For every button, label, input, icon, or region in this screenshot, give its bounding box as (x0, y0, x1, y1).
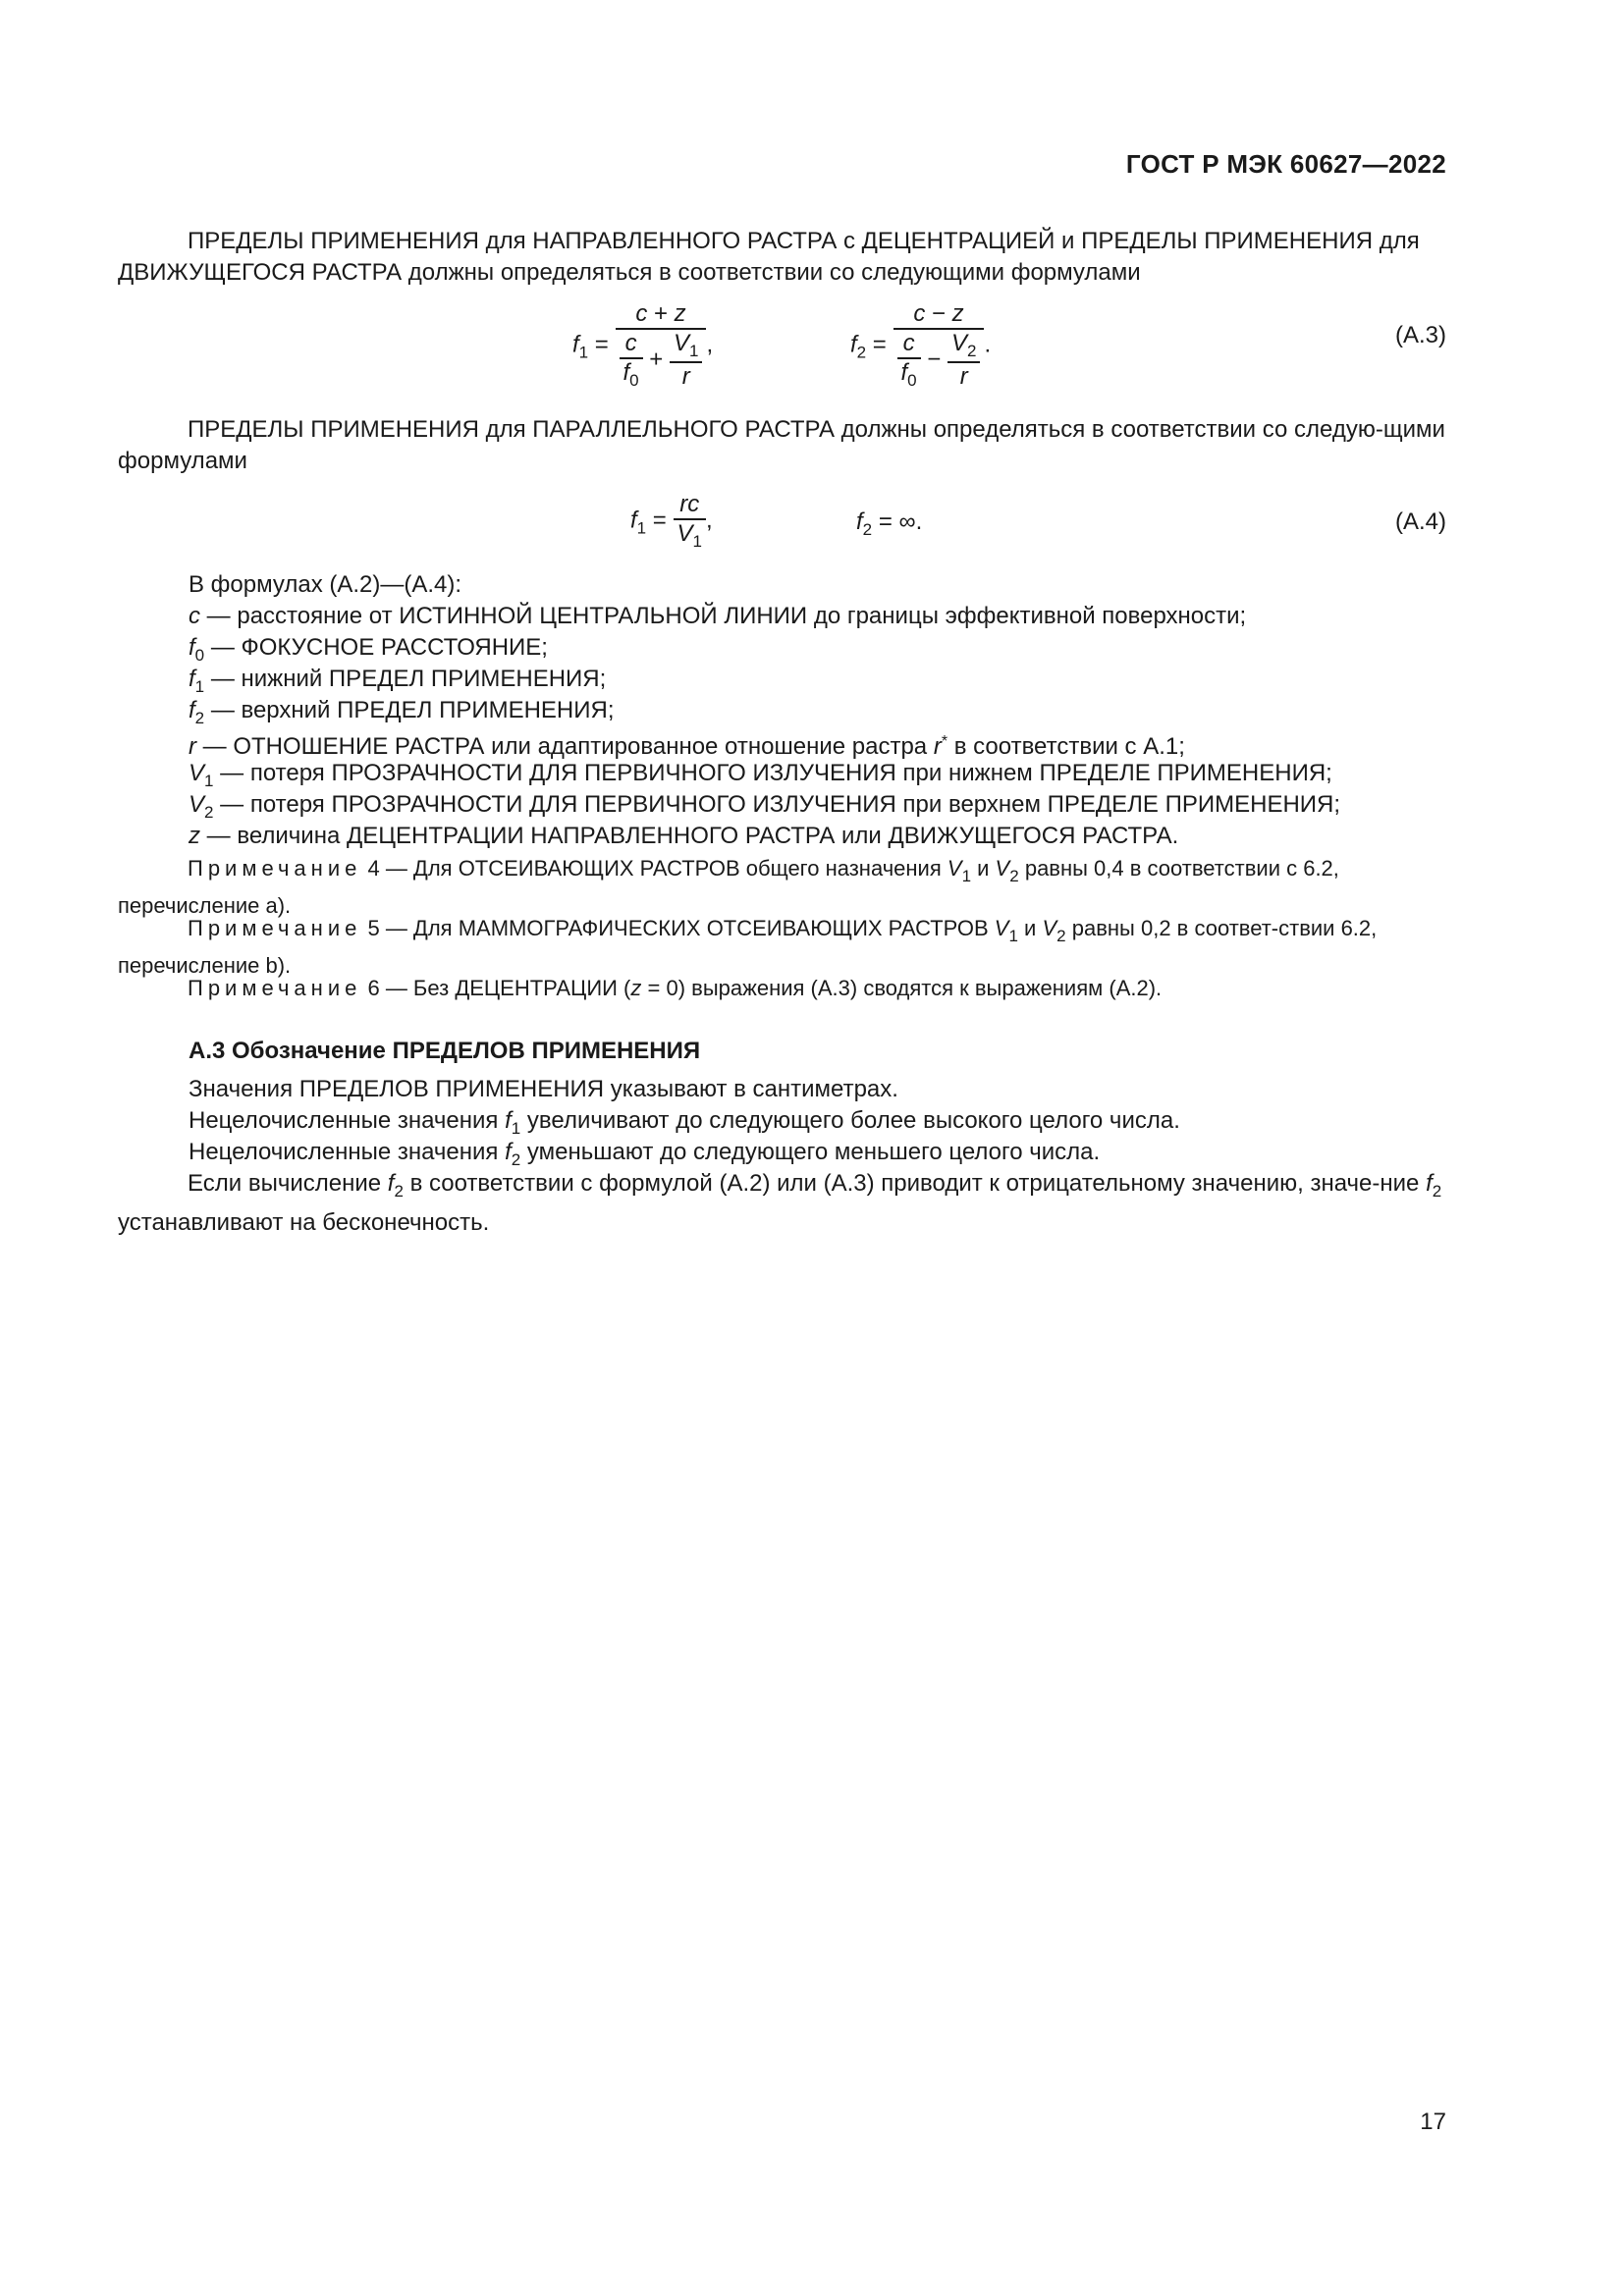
f2-infinity: = ∞. (878, 508, 923, 535)
formula-f2-a4: $f_2$ = ∞. (856, 508, 923, 539)
note-6: Примечание 6 — Без ДЕЦЕНТРАЦИИ (z = 0) выражения (А.3) сводятся к выражениям (А.2). (188, 976, 1163, 1000)
def-z: z — величина ДЕЦЕНТРАЦИИ НАПРАВЛЕННОГО РАСТРА или ДВИЖУЩЕГОСЯ РАСТРА. (189, 823, 1179, 849)
def-f0: $f_0$ — ФОКУСНОЕ РАССТОЯНИЕ; (189, 634, 548, 665)
formula-f1-a4: $f_1$ = $\frac{rc}{V_1}$ , (630, 491, 713, 551)
intro-paragraph: ПРЕДЕЛЫ ПРИМЕНЕНИЯ для НАПРАВЛЕННОГО РАСТРА с ДЕЦЕНТРАЦИЕЙ и ПРЕДЕЛЫ ПРИМЕНЕНИЯ для ДВИЖУЩЕГОСЯ РАСТРА должны определяться в соответствии со следующими формулами (118, 228, 1420, 286)
units-line: Значения ПРЕДЕЛОВ ПРИМЕНЕНИЯ указывают в сантиметрах. (189, 1076, 898, 1102)
note-5: Примечание 5 — Для МАММОГРАФИЧЕСКИХ ОТСЕИВАЮЩИХ РАСТРОВ $V_1$ и $V_2$ равны 0,2 в соответ-ствии 6.2, перечисление b). (118, 916, 1378, 978)
page-number: 17 (1420, 2109, 1446, 2135)
def-r: r — ОТНОШЕНИЕ РАСТРА или адаптированное отношение растра r* в соответствии с А.1; (189, 733, 1185, 760)
document-code: ГОСТ Р МЭК 60627—2022 (1125, 149, 1446, 179)
def-v1: $V_1$ — потеря ПРОЗРАЧНОСТИ ДЛЯ ПЕРВИЧНОГО ИЗЛУЧЕНИЯ при нижнем ПРЕДЕЛЕ ПРИМЕНЕНИЯ; (189, 760, 1332, 790)
formula-f1-a3: $f_1$ = c + z $\frac{c}{f_0}$ + $\frac{V_1}{r}$ , (572, 300, 714, 390)
section-heading: А.3 Обозначение ПРЕДЕЛОВ ПРИМЕНЕНИЯ (189, 1038, 701, 1064)
formulas-intro: В формулах (А.2)—(А.4): (189, 571, 462, 598)
equation-number-a3: (A.3) (1394, 322, 1446, 348)
f1-rounding-line: Нецелочисленные значения $f_1$ увеличивают до следующего более высокого целого числа. (189, 1107, 1180, 1138)
note-4: Примечание 4 — Для ОТСЕИВАЮЩИХ РАСТРОВ общего назначения $V_1$ и $V_2$ равны 0,4 в соответствии с 6.2, перечисление а). (118, 856, 1339, 918)
negative-value-paragraph: Если вычисление $f_2$ в соответствии с формулой (А.2) или (А.3) приводит к отрицательному значению, значе-ние $f_2$ устанавливают на бесконечность. (118, 1170, 1442, 1236)
f2-rounding-line: Нецелочисленные значения $f_2$ уменьшают до следующего меньшего целого числа. (189, 1139, 1101, 1169)
equation-number-a4: (A.4) (1394, 508, 1446, 535)
def-f1: $f_1$ — нижний ПРЕДЕЛ ПРИМЕНЕНИЯ; (189, 666, 607, 696)
parallel-grid-paragraph: ПРЕДЕЛЫ ПРИМЕНЕНИЯ для ПАРАЛЛЕЛЬНОГО РАСТРА должны определяться в соответствии со следую-щими формулами (118, 416, 1445, 474)
def-v2: $V_2$ — потеря ПРОЗРАЧНОСТИ ДЛЯ ПЕРВИЧНОГО ИЗЛУЧЕНИЯ при верхнем ПРЕДЕЛЕ ПРИМЕНЕНИЯ; (189, 791, 1341, 822)
definitions-list (189, 569, 1340, 852)
def-f2: $f_2$ — верхний ПРЕДЕЛ ПРИМЕНЕНИЯ; (189, 697, 615, 727)
def-c: c — расстояние от ИСТИННОЙ ЦЕНТРАЛЬНОЙ ЛИНИИ до границы эффективной поверхности; (189, 603, 1247, 629)
formula-f2-a3: $f_2$ = c − z $\frac{c}{f_0}$ − $\frac{V_2}{r}$ . (850, 300, 992, 390)
